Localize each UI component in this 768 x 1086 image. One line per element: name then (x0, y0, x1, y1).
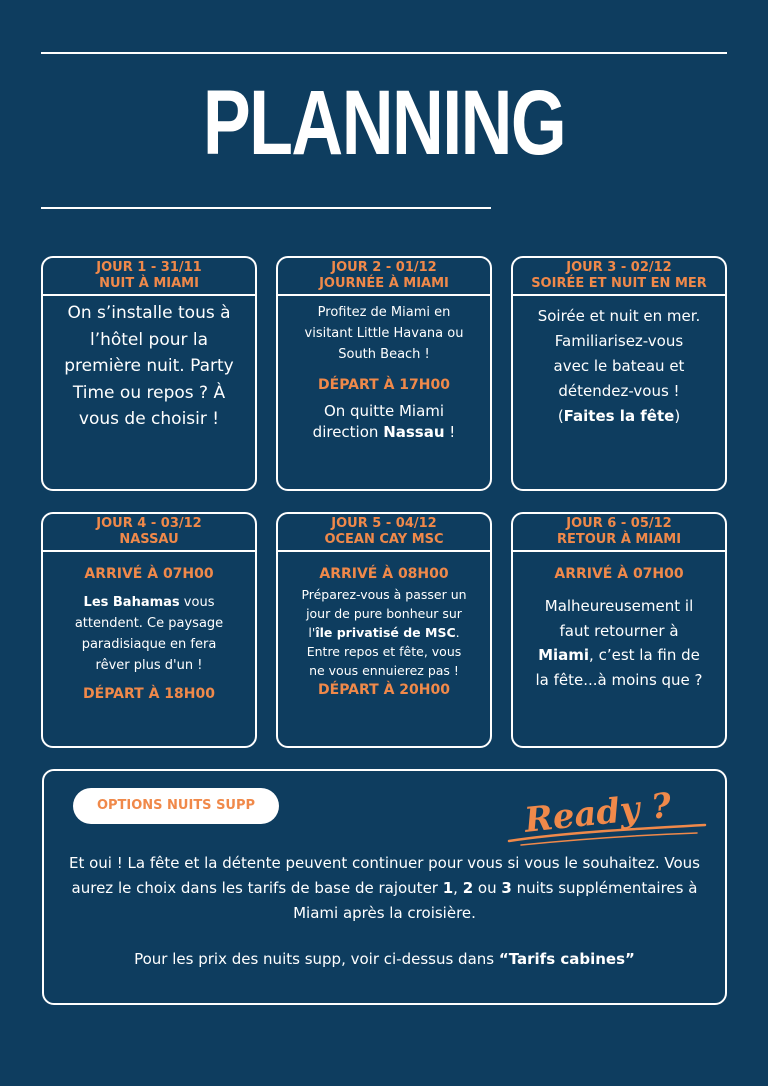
day-card-4 (41, 512, 257, 748)
day-3-paren-close: ) (674, 407, 681, 425)
day-3-text: Soirée et nuit en mer. Familiarisez-vous avec le bateau et détendez-vous ! (537, 307, 701, 400)
day-1-text: On s’installe tous à l’hôtel pour la première nuit. Party Time ou repos ? À vous de choisir ! (64, 303, 234, 429)
day-6-date: JOUR 6 - 05/12 (566, 516, 672, 531)
day-4-text (53, 592, 245, 676)
day-4-body (43, 552, 255, 704)
day-1-header (43, 258, 255, 296)
day-4-text-rest: vous attendent. Ce paysage paradisiaque en fera rêver plus d'un ! (74, 595, 224, 673)
day-6-title: RETOUR À MIAMI (556, 532, 682, 547)
options-n1: 1 (442, 879, 454, 897)
options-n3: 3 (501, 879, 512, 897)
day-card-3 (511, 256, 727, 491)
day-4-text-bold: Les Bahamas (83, 595, 180, 610)
day-5-header (278, 514, 490, 552)
page-title: PLANNING (202, 72, 566, 174)
day-4-header (43, 514, 255, 552)
day-3-body (513, 296, 725, 429)
day-3-title: SOIRÉE ET NUIT EN MER (531, 276, 707, 291)
day-4-arrival: ARRIVÉ À 07H00 (84, 566, 214, 582)
day-2-text-2-c: ! (444, 423, 456, 441)
day-5-date: JOUR 5 - 04/12 (331, 516, 437, 531)
day-2-text-2 (288, 401, 480, 443)
day-6-text-a: Malheureusement il faut retourner à (544, 597, 694, 640)
day-5-text-a: Préparez-vous à passer un jour de pure bonheur sur l' (301, 587, 467, 640)
options-note-a: Pour les prix des nuits supp, voir ci-dessus dans (134, 950, 499, 968)
day-2-title: JOURNÉE À MIAMI (319, 276, 449, 291)
day-card-5 (276, 512, 492, 748)
day-6-text-bold: Miami (538, 646, 590, 664)
day-6-text (523, 594, 715, 692)
day-3-header (513, 258, 725, 296)
day-1-date: JOUR 1 - 31/11 (96, 260, 202, 275)
day-5-title: OCEAN CAY MSC (324, 532, 444, 547)
day-3-text-bold: Faites la fête (563, 407, 675, 425)
day-5-body (278, 552, 490, 700)
day-card-2 (276, 256, 492, 491)
day-2-body (278, 296, 490, 443)
options-note (56, 947, 713, 972)
options-note-bold: “Tarifs cabines” (498, 950, 635, 968)
day-card-1 (41, 256, 257, 491)
day-6-header (513, 514, 725, 552)
options-box (42, 769, 727, 1005)
day-2-departure: DÉPART À 17H00 (318, 377, 450, 393)
day-2-header (278, 258, 490, 296)
day-4-title: NASSAU (119, 532, 179, 547)
day-5-text-bold: île privatisé de MSC (315, 625, 456, 640)
options-text-c: nuits supplémentaires à Miami après la croisière. (293, 879, 698, 922)
options-description (56, 851, 713, 926)
options-sep2: ou (473, 879, 502, 897)
day-6-arrival: ARRIVÉ À 07H00 (554, 566, 684, 582)
day-6-body (513, 552, 725, 692)
ready-handwritten-logo (501, 775, 711, 855)
day-6-text-c: , c’est la fin de la fête...à moins que ? (535, 646, 703, 689)
day-card-6 (511, 512, 727, 748)
day-2-text-2-a: On quitte Miami direction (312, 402, 445, 441)
top-divider (41, 52, 727, 54)
ready-text: Ready ? (522, 785, 674, 841)
day-2-date: JOUR 2 - 01/12 (331, 260, 437, 275)
day-3-date: JOUR 3 - 02/12 (566, 260, 672, 275)
day-2-text-2-bold: Nassau (383, 423, 445, 441)
options-sep1: , (453, 879, 463, 897)
day-5-text (288, 585, 480, 680)
day-2-text: Profitez de Miami en visitant Little Havana ou South Beach ! (304, 305, 464, 362)
options-pill: OPTIONS NUITS SUPP (73, 788, 279, 824)
day-4-date: JOUR 4 - 03/12 (96, 516, 202, 531)
options-text-a: Et oui ! La fête et la détente peuvent continuer pour vous si vous le souhaitez. Vous aurez le choix dans les tarifs de base de rajouter (69, 854, 700, 897)
title-underline (41, 207, 491, 209)
options-n2: 2 (462, 879, 474, 897)
day-5-departure: DÉPART À 20H00 (318, 682, 450, 698)
day-5-text-c: . Entre repos et fête, vous ne vous ennuierez pas ! (306, 625, 462, 678)
day-3-paren-open: ( (557, 407, 564, 425)
day-1-body (43, 296, 255, 433)
day-4-departure: DÉPART À 18H00 (83, 686, 215, 702)
day-5-arrival: ARRIVÉ À 08H00 (319, 566, 449, 582)
day-1-title: NUIT À MIAMI (99, 276, 199, 291)
